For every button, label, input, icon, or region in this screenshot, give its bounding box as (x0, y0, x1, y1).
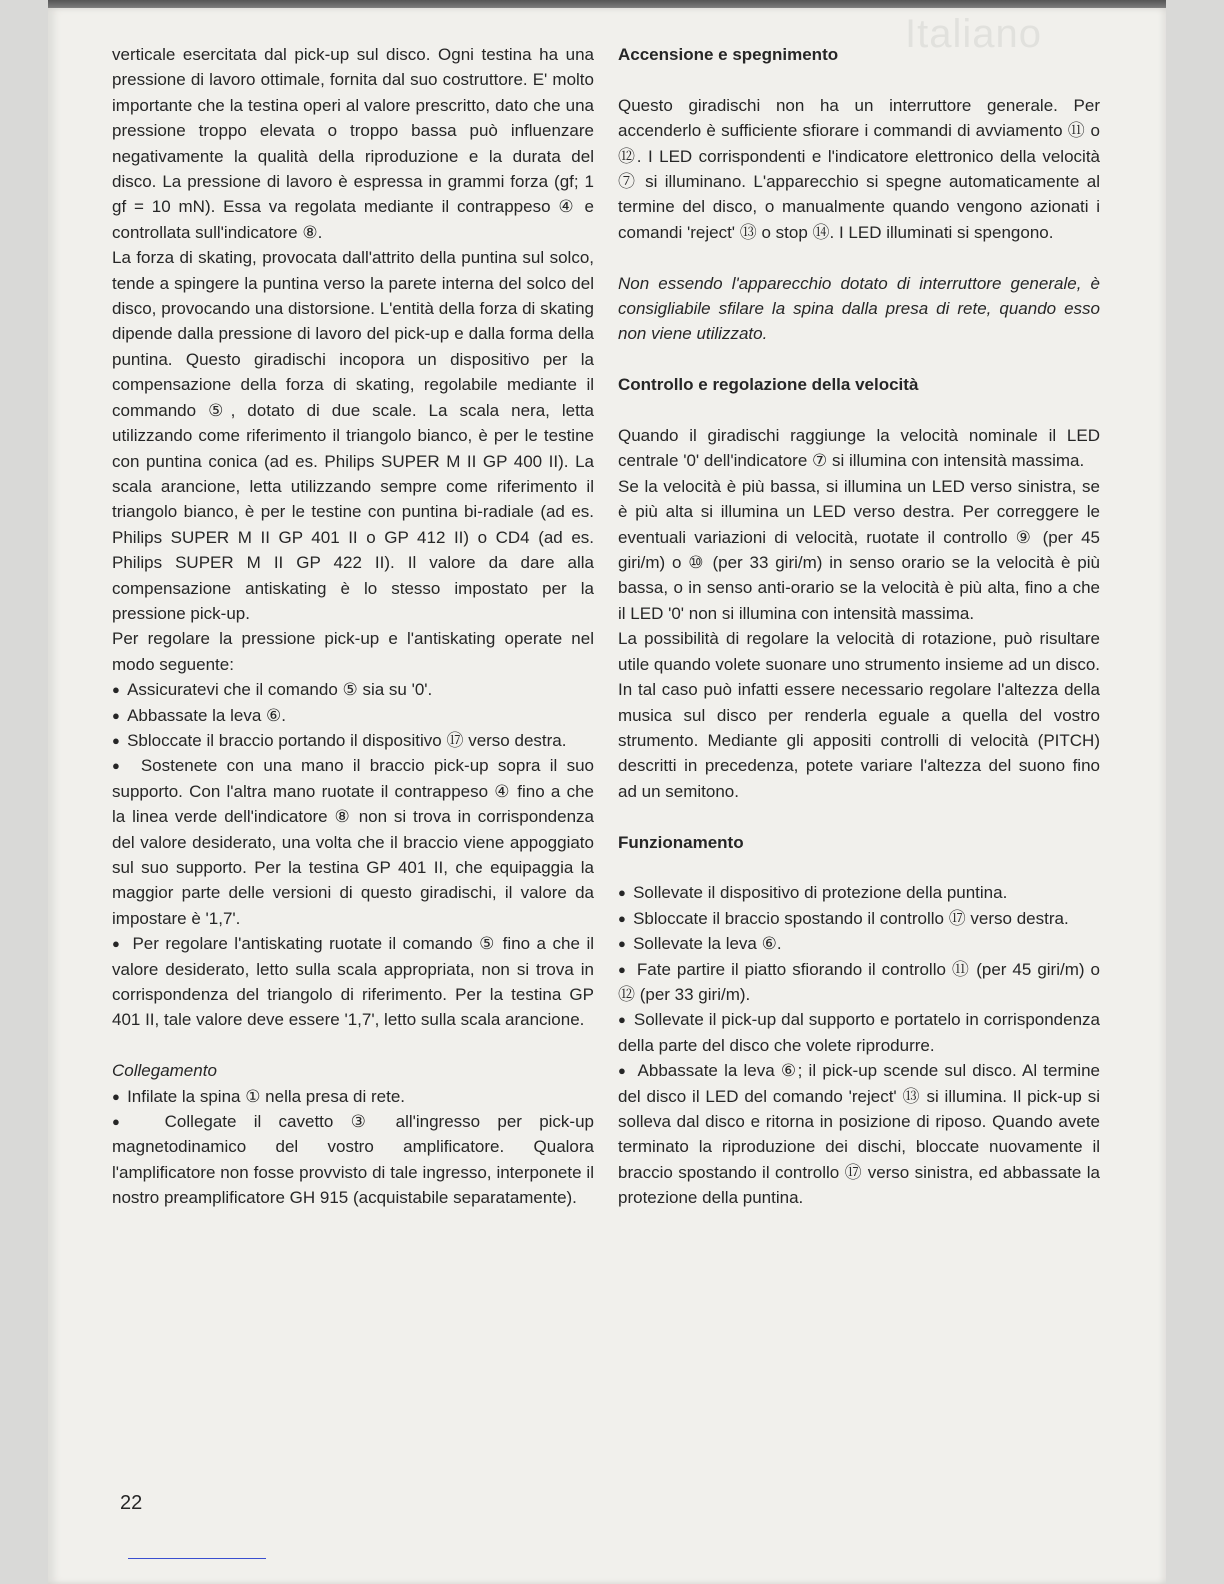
spacer (618, 855, 1100, 880)
heading-collegamento: Collegamento (112, 1061, 217, 1081)
bullet-set-antiskating: ● Per regolare l'antiskating ruotate il comando ⑤ fino a che il valore desiderato, letto sulla scala appropriata, non si trova in corrispondenza del triangolo di riferimento. Per la testina GP 401 II, tale valore deve essere '1,7', letto sulla scala arancione. (112, 931, 594, 1033)
bullet-unlock-arm: ● Sbloccate il braccio spostando il controllo ⑰ verso destra. (618, 906, 1100, 931)
spacer (618, 245, 1100, 270)
bullet-unlock-arm: ● Sbloccate il braccio portando il dispositivo ⑰ verso destra. (112, 728, 594, 753)
page-number: 22 (120, 1492, 143, 1514)
paragraph-skating-force: La forza di skating, provocata dall'attrito della puntina sul solco, tende a spingere la puntina verso la parete interna del solco del disco, provocando una distorsione. L'entità della forza di skating dipende dalla pressione di lavoro del pick-up e dalla forma della puntina. Questo giradischi incopora un dispositivo per la compensazione della forza di skating, regolabile mediante il commando ⑤, dotato di due scale. La scala nera, letta utilizzando come riferimento il triangolo bianco, è per le testine con puntina conica (ad es. Philips SUPER M II GP 400 II). La scala arancione, letta utilizzando sempre come riferimento il triangolo bianco, è per le testine con puntina bi-radiale (ad es. Philips SUPER M II GP 401 II o GP 412 II) o CD4 (ad es. Philips SUPER M II GP 422 II). Il valore da dare alla compensazione antiskating è lo stesso impostato per la pressione pick-up. (112, 248, 594, 623)
spacer (112, 1033, 594, 1058)
bullet-position-pickup: ● Sollevate il pick-up dal supporto e portatelo in corrispondenza della parte del disco che volete riprodurre. (618, 1007, 1100, 1058)
spacer (618, 67, 1100, 92)
spacer (618, 804, 1100, 829)
bullet-connect-cable: ● Collegate il cavetto ③ all'ingresso per pick-up magnetodinamico del vostro amplificatore. Qualora l'amplificatore non fosse provvisto di tale ingresso, interponete il nostro preamplificatore GH 915 (acquistabile separatamente). (112, 1109, 594, 1211)
bullet-lift-guard: ● Sollevate il dispositivo di protezione della puntina. (618, 880, 1100, 905)
paragraph-power: Questo giradischi non ha un interruttore generale. Per accenderlo è sufficiente sfiorare i commandi di avviamento ⑪ o ⑫. I LED corrispondenti e l'indicatore elettronico della velocità ⑦ si illuminano. L'apparecchio si spegne automaticamente al termine del disco, o manualmente quando vengono azionati i comandi 'reject' ⑬ o stop ⑭. I LED illuminati si spengono. (618, 95, 1100, 242)
paragraph-pitch: La possibilità di regolare la velocità di rotazione, può risultare utile quando volete suonare uno strumento insieme ad un disco. In tal caso può infatti essere necessario regolare l'altezza della musica sul disco per renderla eguale a quella del vostro strumento. Mediante gli appositi controlli di velocità (PITCH) descritti in precedenza, potete variare l'altezza del suono fino ad un semitono. (618, 629, 1100, 801)
spacer (618, 347, 1100, 372)
bullet-counterweight: ● Sostenete con una mano il braccio pick-up sopra il suo supporto. Con l'altra mano ruotate il contrappeso ④ fino a che la linea verde dell'indicatore ⑧ non si trova in corrispondenza del valore desiderato, una volta che il braccio viene appoggiato sul suo supporto. Per la testina GP 401 II, che equipaggia la maggior parte delle versioni di questo giradischi, il valore da impostare è '1,7'. (112, 753, 594, 931)
bullet-lower-lever: ● Abbassate la leva ⑥. (112, 703, 594, 728)
link-underline (128, 1558, 266, 1559)
show-through-header: Italiano (905, 12, 1042, 56)
bullet-start-platter: ● Fate partire il piatto sfiorando il controllo ⑪ (per 45 giri/m) o ⑫ (per 33 giri/m). (618, 957, 1100, 1008)
bullet-plug-in: ● Infilate la spina ① nella presa di rete. (112, 1084, 594, 1109)
right-column (618, 42, 1100, 1211)
paragraph-procedure-intro: Per regolare la pressione pick-up e l'antiskating operate nel modo seguente: (112, 629, 594, 674)
paragraph-tracking-force: verticale esercitata dal pick-up sul disco. Ogni testina ha una pressione di lavoro ottimale, fornita dal suo costruttore. E' molto importante che la testina operi al valore prescritto, dato che una pressione troppo elevata o troppo bassa può influenzare negativamente la qualità della riproduzione e la durata del disco. La pressione di lavoro è espressa in grammi forza (gf; 1 gf = 10 mN). Essa va regolata mediante il contrappeso ④ e controllata sull'indicatore ⑧. (112, 45, 594, 242)
paragraph-nominal-speed: Quando il giradischi raggiunge la velocità nominale il LED centrale '0' dell'indicatore ⑦ si illumina con intensità massima. (618, 426, 1100, 471)
paragraph-speed-correction: Se la velocità è più bassa, si illumina un LED verso sinistra, se è più alta si illumina un LED verso destra. Per correggere le eventuali variazioni di velocità, ruotate il controllo ⑨ (per 45 giri/m) o ⑩ (per 33 giri/m) in senso orario se la velocità è più bassa, o in senso anti-orario se la velocità è più alta, fino a che il LED '0' non si illumina con intensità massima. (618, 476, 1100, 623)
bullet-lower-pickup: ● Abbassate la leva ⑥; il pick-up scende sul disco. Al termine del disco il LED del comando 'reject' ⑬ si illumina. Il pick-up si solleva dal disco e ritorna in posizione di riposo. Quando avete terminato la riproduzione dei dischi, bloccate nuovamente il braccio spostando il controllo ⑰ verso sinistra, ed abbassate la protezione della puntina. (618, 1058, 1100, 1210)
heading-accensione: Accensione e spegnimento (618, 45, 839, 64)
heading-funzionamento: Funzionamento (618, 832, 744, 852)
spacer (618, 398, 1100, 423)
heading-velocita: Controllo e regolazione della velocità (618, 375, 919, 395)
paragraph-unplug-note: Non essendo l'apparecchio dotato di interruttore generale, è consigliabile sfilare la spina dalla presa di rete, quando esso non viene utilizzato. (618, 273, 1100, 344)
bullet-antiskating-zero: ● Assicuratevi che il comando ⑤ sia su '0'. (112, 677, 594, 702)
bullet-raise-lever: ● Sollevate la leva ⑥. (618, 931, 1100, 956)
left-column (112, 42, 594, 1211)
